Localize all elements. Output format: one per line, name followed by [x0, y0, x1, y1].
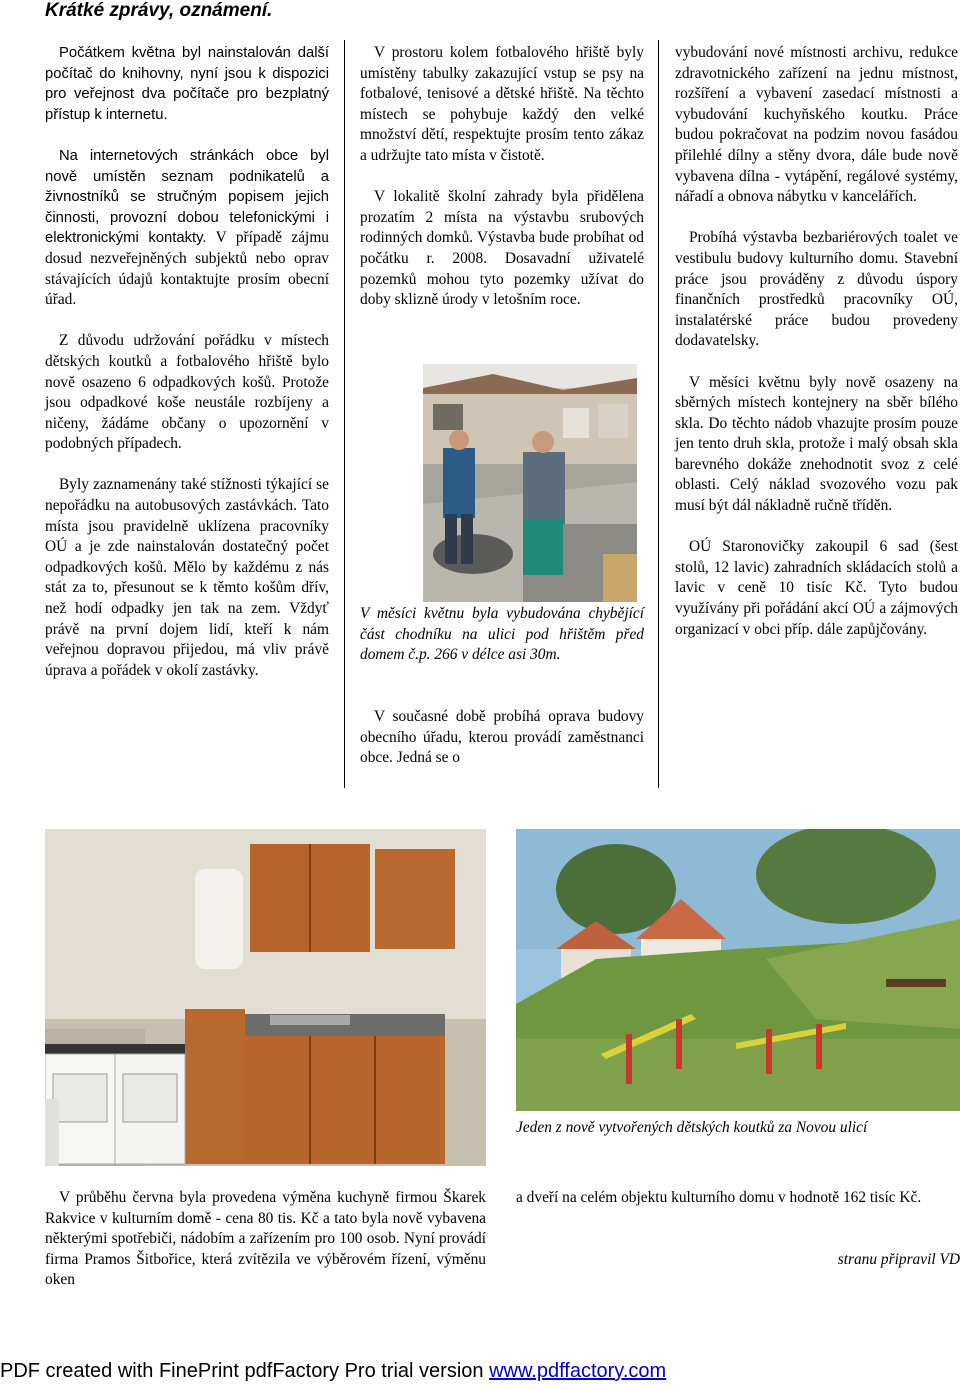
news-entrepreneurs-list: [45, 146, 329, 311]
column-middle-bottom: [360, 707, 644, 769]
news-library-computers: Počátkem května byl nainstalován další počítač do knihovny, nyní jsou k dispozici pro veřejnost dva počítače pro bezplatný přístup k internetu.: [45, 45, 329, 123]
bottom-left-text: [45, 1188, 486, 1291]
playground-photo: [516, 829, 960, 1111]
column-middle: [360, 43, 644, 331]
kitchen-photo: [45, 829, 486, 1166]
column-left: [45, 43, 329, 702]
news-barrier-free-toilets: Probíhá výstavba bezbariérových toalet ve vestibulu budovy kulturního domu. Stavební práce jsou prováděny z důvodu úspory finančních prostředků pracovníky OÚ, instalatérské práce budou provedeny dodavatelsky.: [675, 229, 958, 350]
news-glass-containers: V měsíci květnu byly nově osazeny na sběrných místech kontejnery na sběr bílého skla. Do těchto nádob vhazujte prosím pouze jen tento druh skla, protože i malý obsah skla barevného dokáže znehodnotit svoz z celé oblasti. Celý náklad svozového vozu pak musí být dál nákladně ručně tříděn.: [675, 373, 958, 515]
column-divider-1: [344, 40, 345, 788]
playground-photo-caption: Jeden z nově vytvořených dětských koutků za Novou ulicí: [516, 1119, 868, 1136]
news-windows-continued: a dveří na celém objektu kulturního domu v hodnotě 162 tisíc Kč.: [516, 1189, 922, 1206]
page-title: Krátké zprávy, oznámení.: [45, 0, 273, 21]
news-dog-ban: V prostoru kolem fotbalového hřiště byly umístěny tabulky zakazující vstup se psy na fotbalové, tenisové a dětské hřiště. Na těchto místech se pohybuje každý den velké množství dětí, respektujte prosím tento zákaz a udržujte tato místa v čistotě.: [360, 44, 644, 164]
news-garden-furniture: OÚ Staronovičky zakoupil 6 sad (šest stolů, 12 lavic) zahradních skládacích stolů a lavic v ceně 10 tisíc Kč. Tyto budou využívány při pořádání akcí OÚ a zájmových organizací v obci příp. dále zapůjčovány.: [675, 538, 958, 638]
footer-text: PDF created with FinePrint pdfFactory Pro trial version: [0, 1360, 490, 1382]
signature: stranu připravil VD: [837, 1251, 960, 1268]
column-divider-2: [658, 40, 659, 788]
entrepreneurs-text-b: V případě zájmu dosud nezveřejněných subjektů nebo oprav stávajících údajů kontaktujte prosím obecní úřad.: [45, 229, 329, 309]
bottom-right-text: [516, 1188, 960, 1209]
news-office-repair: V současné době probíhá oprava budovy obecního úřadu, kterou provádí zaměstnanci obce. Jedná se o: [360, 708, 644, 767]
news-bus-stops: Byly zaznamenány také stížnosti týkající se nepořádku na autobusových zastávkách. Tato místa jsou pravidelně uklízena pracovníky OÚ a je zde nainstalován dostatečný počet odpadkových košů. Mělo by každému z nás stát za to, přesunout se k těmto košům dřív, než hodí odpadky jen tak na zem. Vždyť právě na první dojem lidí, kteří k nám veřejnou dopravou přijedou, má vliv právě úprava a pořádek v okolí zastávky.: [45, 476, 329, 679]
news-kitchen-replacement: V průběhu června byla provedena výměna kuchyně firmou Škarek Rakvice v kulturním domě - cena 80 tis. Kč a tato byla nově vybavena některými spotřebiči, nádobím a zařízením pro 100 osob. Nyní provádí firma Pramos Šitbořice, která zvítězila ve výběrovém řízení, výměnu oken: [45, 1189, 486, 1289]
pdf-footer: [0, 1360, 666, 1383]
sidewalk-construction-photo: [423, 364, 637, 602]
news-log-houses: V lokalitě školní zahrady byla přidělena prozatím 2 místa na výstavbu srubových rodinných domků. Výstavba bude probíhat od počátku r. 2008. Dosavadní uživatelé pozemků mohou tyto pozemky užívat do doby sklizně úrody v letošním roce.: [360, 188, 644, 309]
entrepreneurs-text-a: Na internetových stránkách obce byl nově umístěn seznam podnikatelů a živnostníků se stručným popisem jejich činnosti, provozní dobou telefonickými i elektronickými kontakty.: [45, 147, 329, 247]
footer-link[interactable]: www.pdffactory.com: [489, 1360, 667, 1382]
news-office-repair-continued: vybudování nové místnosti archivu, redukce zdravotnického zařízení na jednu místnost, rozšíření a vybavení zasedací místnosti a vybudování kuchyňského koutku. Práce budou pokračovat na podzim novou fasádou přilehlé dílny a stěny dvora, dále bude nově vybavena dílna - vytápění, regálové systémy, nářadí a obnova nábytku v kancelářích.: [675, 44, 958, 206]
sidewalk-photo-caption: V měsíci květnu byla vybudována chybějící část chodníku na ulici pod hřištěm před domem č.p. 266 v délce asi 30m.: [360, 605, 644, 664]
news-waste-bins: Z důvodu udržování pořádku v místech dětských koutků a fotbalového hřiště bylo nově osazeno 6 odpadkových košů. Protože jsou odpadkové koše neustále rozbíjeny a ničeny, žádáme občany o upozornění v podobných případech.: [45, 332, 329, 453]
column-right: [675, 43, 958, 661]
